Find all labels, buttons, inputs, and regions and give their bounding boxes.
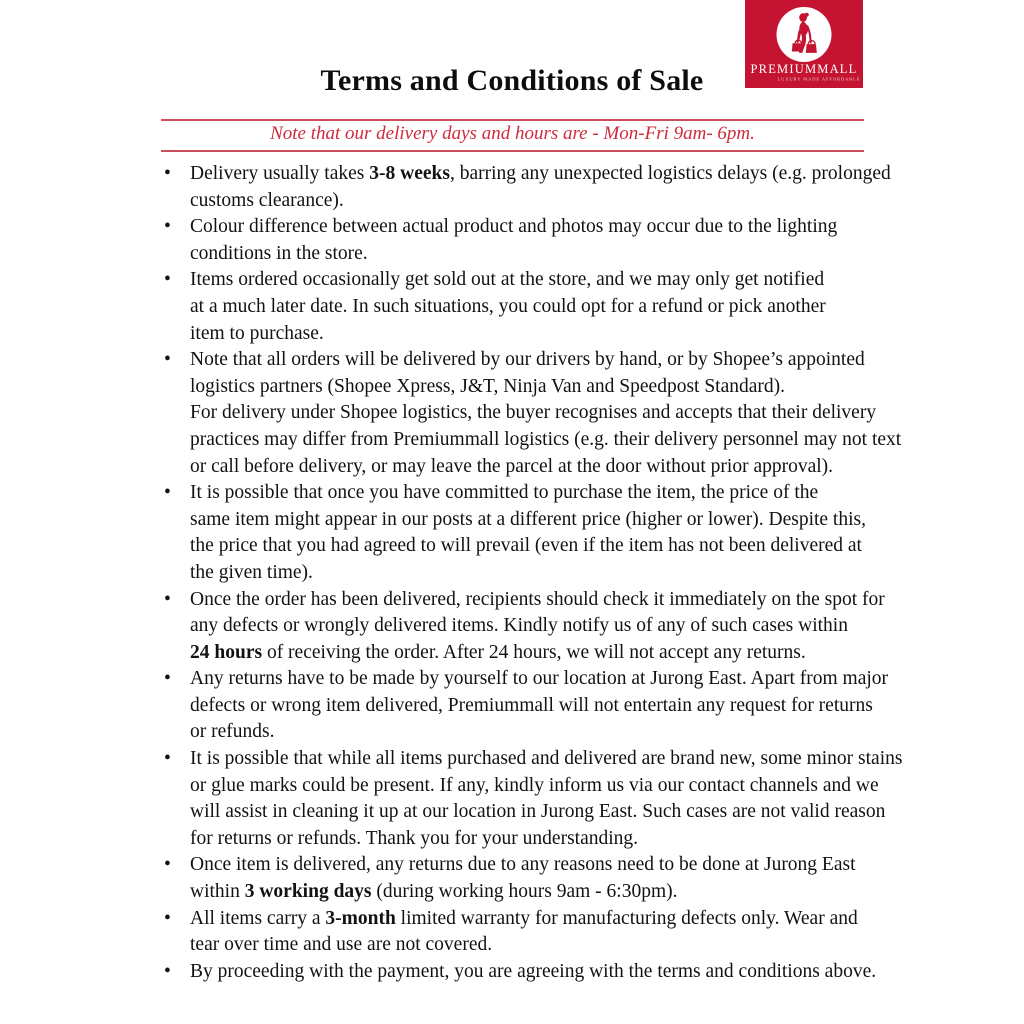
term-text: Items ordered occasionally get sold out at the store, and we may only get notified at a much later date. In such situations, you could opt for a refund or pick another item to purchase. <box>190 269 826 344</box>
term-text: Any returns have to be made by yourself to our location at Jurong East. Apart from major defects or wrong item delivered, Premiummall will not entertain any request for returns or refunds. <box>190 668 889 743</box>
term-text: Delivery usually takes 3-8 weeks, barring any unexpected logistics delays (e.g. prolonged customs clearance). <box>190 163 891 211</box>
term-text: Colour difference between actual product and photos may occur due to the lighting conditions in the store. <box>190 216 838 264</box>
term-text: It is possible that while all items purchased and delivered are brand new, some minor stains or glue marks could be present. If any, kindly inform us via our contact channels and we will assist in cleaning it up at our location in Jurong East. Such cases are not valid reason for returns or refunds. Thank you for your understanding. <box>190 748 903 849</box>
list-item <box>161 852 873 905</box>
page-title: Terms and Conditions of Sale <box>320 64 704 97</box>
logo-tagline-text: LUXURY MADE AFFORDABLE <box>777 77 861 82</box>
list-item <box>161 959 877 986</box>
bullet-icon: • <box>164 163 171 184</box>
terms-list <box>161 161 903 985</box>
bullet-icon: • <box>164 960 171 982</box>
term-text: By proceeding with the payment, you are agreeing with the terms and conditions above. <box>190 960 877 982</box>
term-text: Once item is delivered, any returns due to any reasons need to be done at Jurong East within 3 working days (during working hours 9am - 6:30pm). <box>190 854 856 903</box>
bullet-icon: • <box>164 269 171 291</box>
logo-brand-text: PREMIUMMALL <box>750 62 858 76</box>
logo-circle <box>777 7 832 62</box>
term-text: Note that all orders will be delivered by our drivers by hand, or by Shopee’s appointed logistics partners (Shopee Xpress, J&T, Ninja Van and Speedpost Standard). For delivery under Shopee logistics, the buyer recognises and accepts that their delivery practices may differ from Premiummall logistics (e.g. their delivery personnel may not text or call before delivery, or may leave the parcel at the door without prior approval). <box>190 349 902 477</box>
term-text: Once the order has been delivered, recipients should check it immediately on the spot for any defects or wrongly delivered items. Kindly notify us of any of such cases within 24 hours of receiving the order. After 24 hours, we will not accept any returns. <box>190 588 885 663</box>
divider-bottom <box>161 150 864 152</box>
term-text: It is possible that once you have committed to purchase the item, the price of the same item might appear in our posts at a different price (higher or lower). Despite this, the price that you had agreed to will prevail (even if the item has not been delivered at the given time). <box>190 482 866 583</box>
bullet-icon: • <box>164 668 171 690</box>
divider-top <box>161 119 864 121</box>
bullet-icon: • <box>164 216 171 238</box>
list-item <box>161 587 885 667</box>
list-item <box>161 161 891 214</box>
bullet-icon: • <box>164 588 171 610</box>
woman-with-shopping-bags-icon <box>777 7 832 62</box>
bullet-icon: • <box>164 854 171 876</box>
list-item <box>161 480 873 586</box>
list-item <box>161 347 902 480</box>
bullet-icon: • <box>164 907 171 929</box>
list-item <box>161 746 903 852</box>
bullet-icon: • <box>164 482 171 504</box>
term-text: All items carry a 3-month limited warranty for manufacturing defects only. Wear and tear over time and use are not covered. <box>190 907 858 956</box>
list-item <box>161 906 873 959</box>
list-item <box>161 214 873 267</box>
bullet-icon: • <box>164 349 171 371</box>
list-item <box>161 666 889 746</box>
list-item <box>161 267 873 347</box>
bullet-icon: • <box>164 748 171 770</box>
delivery-note: Note that our delivery days and hours are - Mon-Fri 9am- 6pm. <box>270 123 755 144</box>
